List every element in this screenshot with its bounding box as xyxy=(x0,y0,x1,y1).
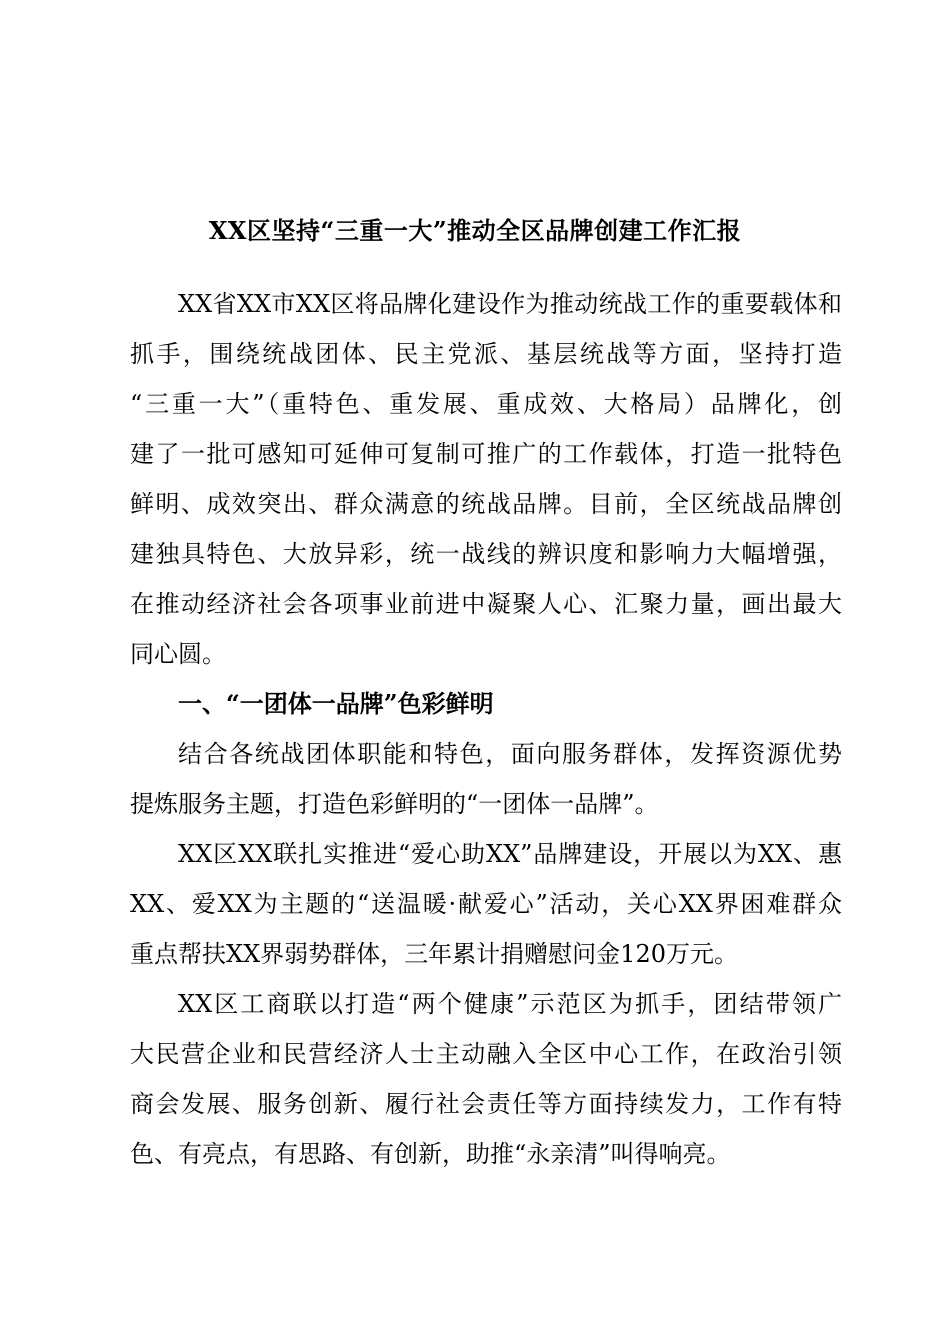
intro-line: XX省XX市XX区将品牌化建设作为推动统战工作的重要载体和 xyxy=(178,290,842,318)
paragraph-line: XX区工商联以打造“两个健康”示范区为抓手，团结带领广 xyxy=(178,990,842,1018)
intro-line: 在推动经济社会各项事业前进中凝聚人心、汇聚力量，画出最大 xyxy=(130,590,842,618)
paragraph-line: XX区XX联扎实推进“爱心助XX”品牌建设，开展以为XX、惠 xyxy=(178,840,842,868)
paragraph-line: 重点帮扶XX界弱势群体，三年累计捐赠慰问金120万元。 xyxy=(130,940,738,968)
document-title: XX区坚持“三重一大”推动全区品牌创建工作汇报 xyxy=(208,216,742,245)
paragraph-line: 结合各统战团体职能和特色，面向服务群体，发挥资源优势 xyxy=(178,740,842,768)
intro-line: 鲜明、成效突出、群众满意的统战品牌。目前，全区统战品牌创 xyxy=(130,490,842,518)
intro-line: 同心圆。 xyxy=(130,640,226,668)
paragraph-line: 提炼服务主题，打造色彩鲜明的“一团体一品牌”。 xyxy=(130,790,659,818)
paragraph-line: 商会发展、服务创新、履行社会责任等方面持续发力，工作有特 xyxy=(130,1090,842,1118)
paragraph-line: XX、爱XX为主题的“送温暖·献爱心”活动，关心XX界困难群众 xyxy=(130,890,842,918)
intro-line: 建了一批可感知可延伸可复制可推广的工作载体，打造一批特色 xyxy=(130,440,842,468)
intro-line: 建独具特色、大放异彩，统一战线的辨识度和影响力大幅增强， xyxy=(130,540,842,568)
intro-line: “三重一大”（重特色、重发展、重成效、大格局）品牌化，创 xyxy=(130,390,842,418)
paragraph-line: 色、有亮点，有思路、有创新，助推“永亲清”叫得响亮。 xyxy=(130,1140,731,1168)
section-heading: 一、“一团体一品牌”色彩鲜明 xyxy=(178,689,494,718)
paragraph-line: 大民营企业和民营经济人士主动融入全区中心工作，在政治引领 xyxy=(130,1040,842,1068)
intro-line: 抓手，围绕统战团体、民主党派、基层统战等方面，坚持打造 xyxy=(130,340,842,368)
